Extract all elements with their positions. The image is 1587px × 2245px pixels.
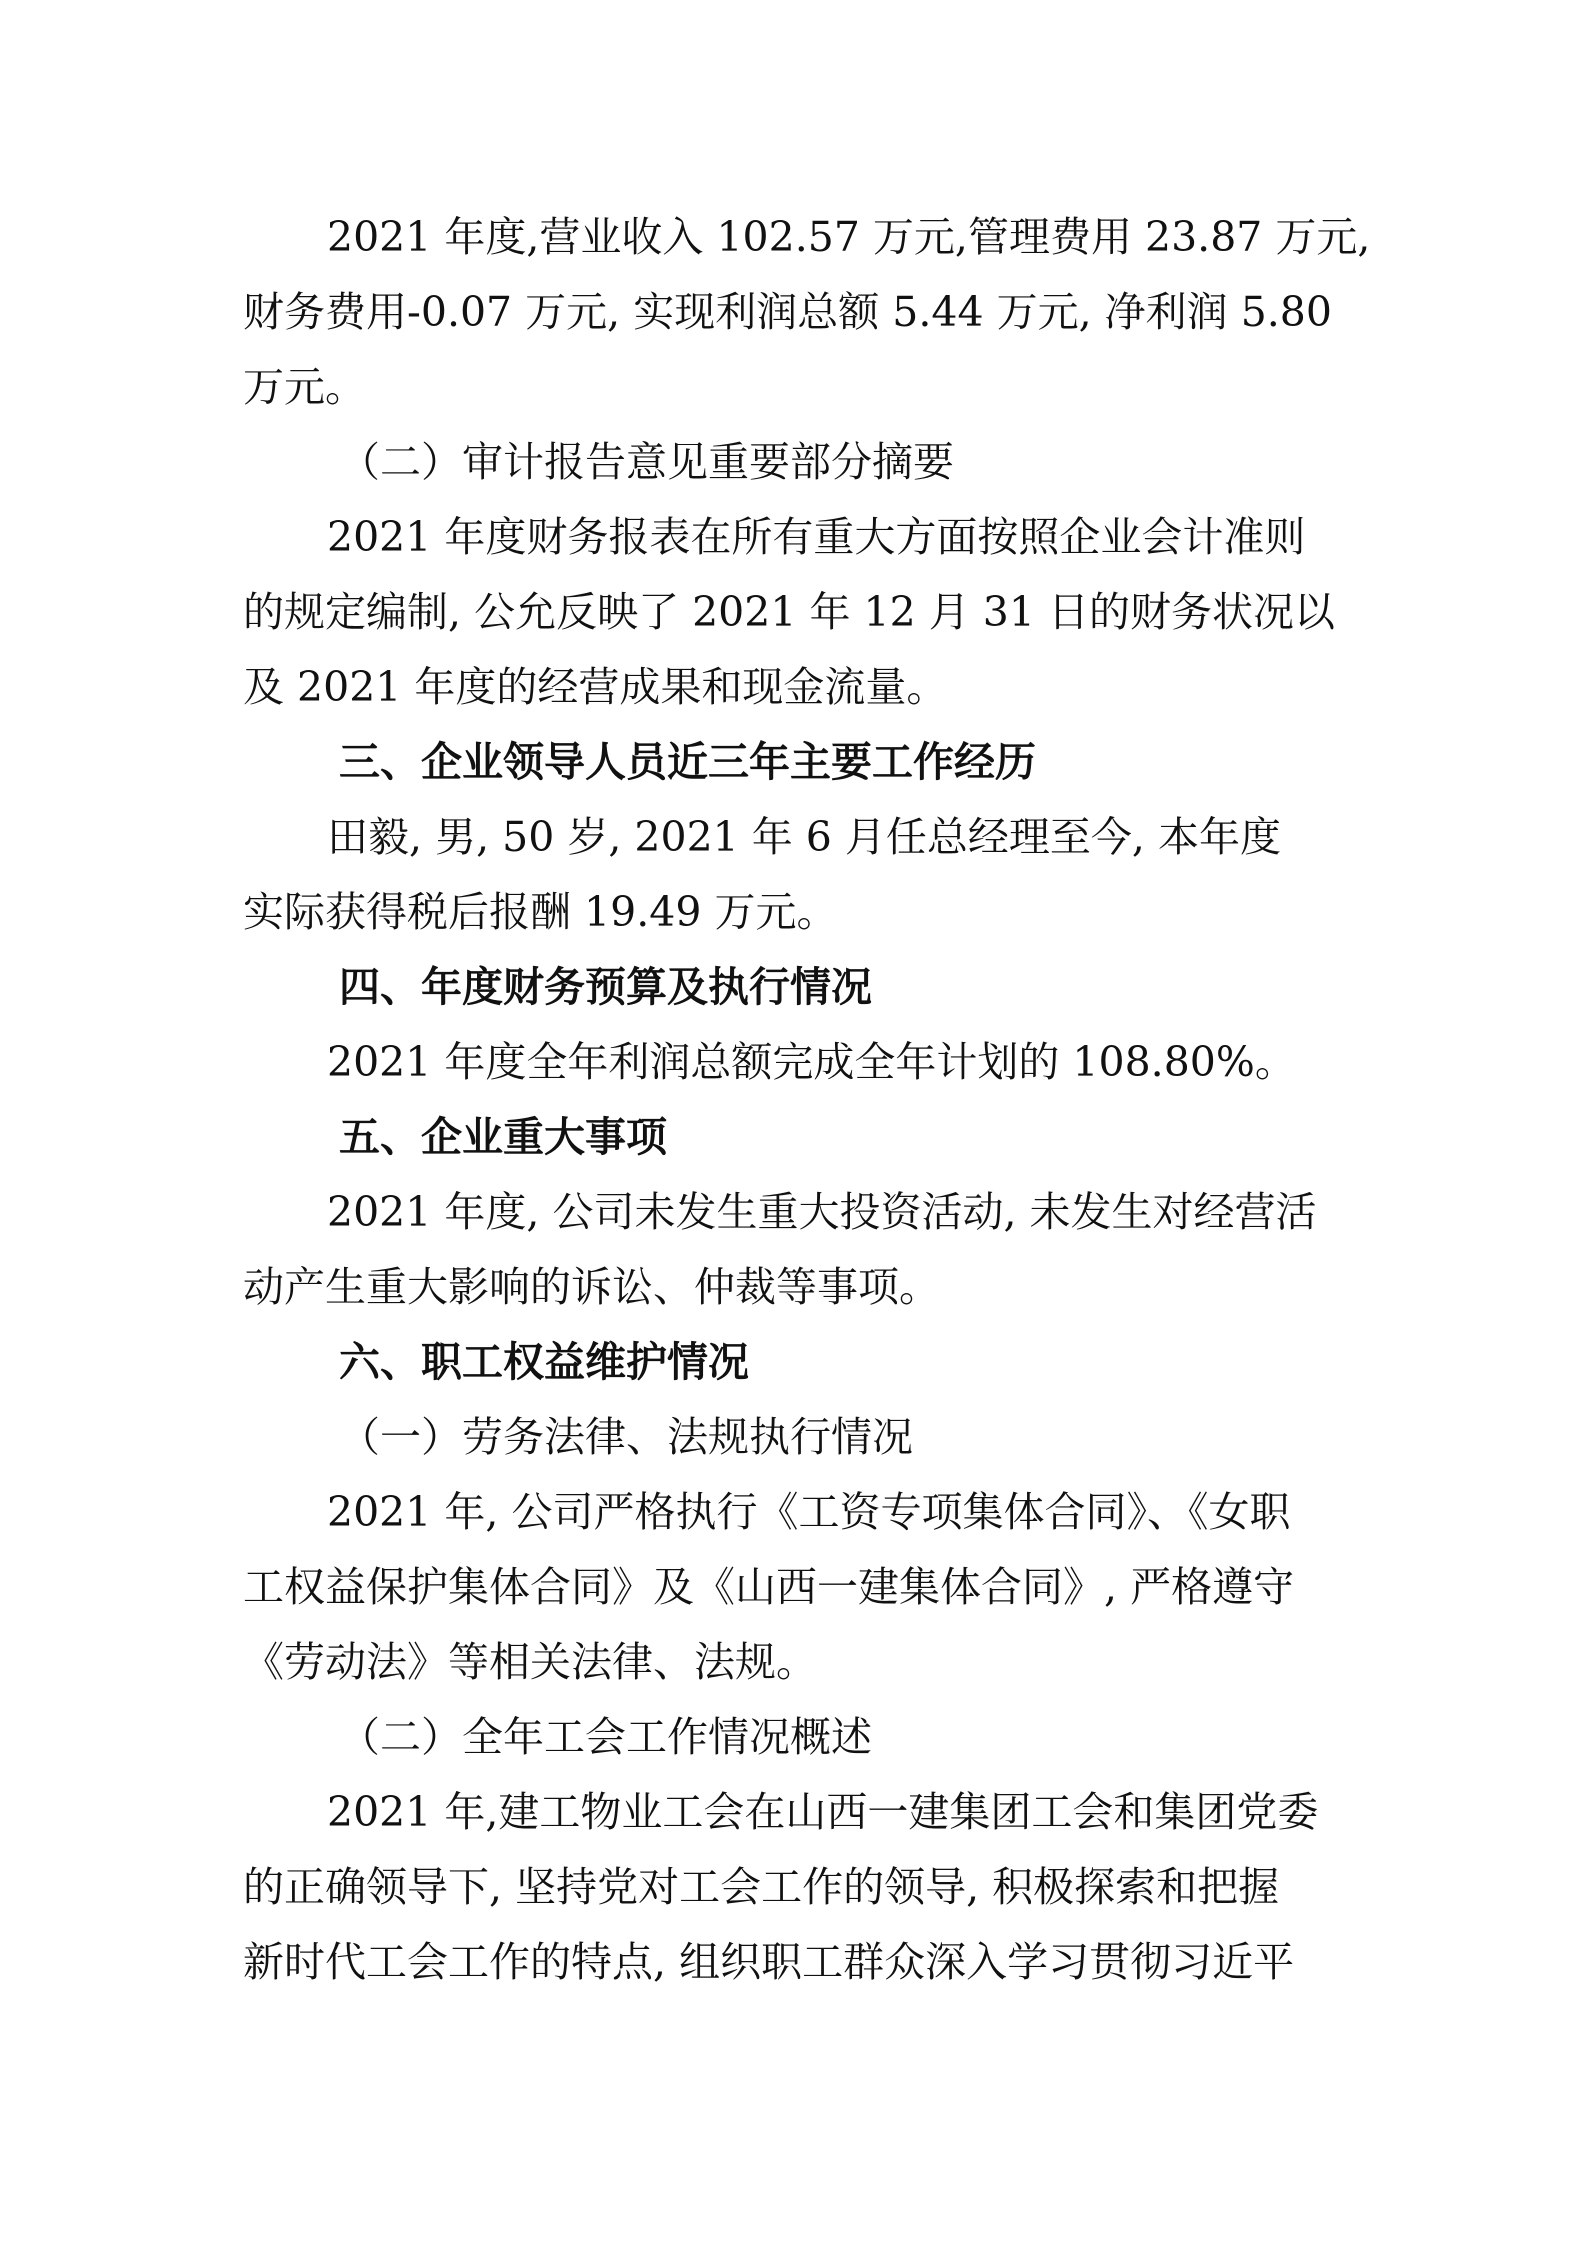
document-body	[243, 200, 1371, 2000]
section-heading-major-events: 五、企业重大事项	[339, 1113, 667, 1161]
audit-paragraph-line-1: 2021 年度财务报表在所有重大方面按照企业会计准则	[327, 513, 1306, 561]
leaders-paragraph-line-1: 田毅, 男, 50 岁, 2021 年 6 月任总经理至今, 本年度	[327, 813, 1281, 861]
union-paragraph-line-1: 2021 年,建工物业工会在山西一建集团工会和集团党委	[327, 1788, 1319, 1836]
leaders-paragraph-line-2: 实际获得税后报酬 19.49 万元。	[243, 888, 838, 936]
labor-paragraph-line-3: 《劳动法》等相关法律、法规。	[243, 1638, 817, 1686]
union-paragraph-line-2: 的正确领导下, 坚持党对工会工作的领导, 积极探索和把握	[243, 1863, 1280, 1911]
labor-law-heading: （一）劳务法律、法规执行情况	[339, 1413, 913, 1461]
section-heading-employee-rights: 六、职工权益维护情况	[339, 1338, 749, 1386]
union-paragraph-line-3: 新时代工会工作的特点, 组织职工群众深入学习贯彻习近平	[243, 1938, 1295, 1986]
events-paragraph-line-2: 动产生重大影响的诉讼、仲裁等事项。	[243, 1263, 940, 1311]
labor-paragraph-line-2: 工权益保护集体合同》及《山西一建集体合同》, 严格遵守	[243, 1563, 1295, 1611]
union-work-heading: （二）全年工会工作情况概述	[339, 1713, 872, 1761]
audit-summary-heading: （二）审计报告意见重要部分摘要	[339, 438, 954, 486]
section-heading-leaders: 三、企业领导人员近三年主要工作经历	[339, 738, 1036, 786]
finance-paragraph-line-3: 万元。	[243, 363, 366, 411]
finance-paragraph-line-2: 财务费用-0.07 万元, 实现利润总额 5.44 万元, 净利润 5.80	[243, 288, 1332, 336]
audit-paragraph-line-2: 的规定编制, 公允反映了 2021 年 12 月 31 日的财务状况以	[243, 588, 1335, 636]
section-heading-budget: 四、年度财务预算及执行情况	[339, 963, 872, 1011]
events-paragraph-line-1: 2021 年度, 公司未发生重大投资活动, 未发生对经营活	[327, 1188, 1317, 1236]
labor-paragraph-line-1: 2021 年, 公司严格执行《工资专项集体合同》、《女职	[327, 1488, 1291, 1536]
audit-paragraph-line-3: 及 2021 年度的经营成果和现金流量。	[243, 663, 948, 711]
finance-paragraph-line-1: 2021 年度,营业收入 102.57 万元,管理费用 23.87 万元,	[327, 213, 1371, 261]
budget-paragraph-line-1: 2021 年度全年利润总额完成全年计划的 108.80%。	[327, 1038, 1296, 1086]
